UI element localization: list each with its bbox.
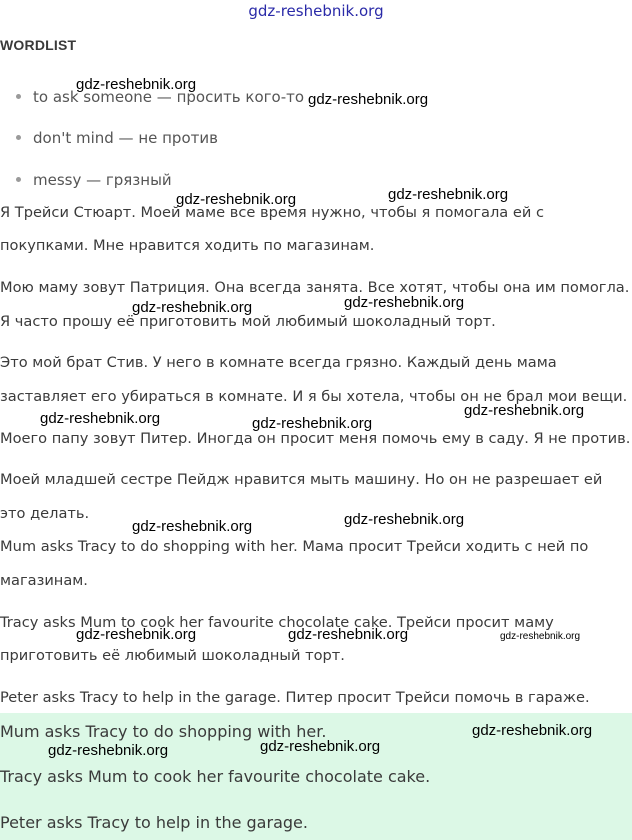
answer-line: Peter asks Tracy to help in the garage. [0,813,308,832]
text-line: Я часто прошу её приготовить мой любимый шоколадный торт. [0,313,496,330]
watermark-text: gdz-reshebnik.org [344,511,465,528]
wordlist-item [16,129,218,147]
text-line: Моей младшей сестре Пейдж нравится мыть машину. Но он не разрешает ей [0,471,603,488]
watermark-text: gdz-reshebnik.org [132,518,253,535]
answer-line: Tracy asks Mum to cook her favourite chocolate cake. [0,767,431,786]
watermark-text: gdz-reshebnik.org [252,415,373,432]
bullet-icon [16,94,21,99]
text-line: Мою маму зовут Патриция. Она всегда занята. Все хотят, чтобы она им помогла. [0,279,630,296]
watermark-text: gdz-reshebnik.org [132,299,253,316]
watermark-text: gdz-reshebnik.org [48,742,169,759]
watermark-text: gdz-reshebnik.org [472,722,593,739]
text-line: магазинам. [0,572,88,589]
watermark-text: gdz-reshebnik.org [288,626,409,643]
bullet-icon [16,177,21,182]
watermark-text: gdz-reshebnik.org [260,738,381,755]
text-line: Это мой брат Стив. У него в комнате всегда грязно. Каждый день мама [0,354,557,371]
wordlist-item [16,171,172,189]
text-line: Tracy asks Mum to cook her favourite chocolate cake. Трейси просит маму [0,614,554,631]
text-line: заставляет его убираться в комнате. И я бы хотела, чтобы он не брал мои вещи. [0,388,628,405]
text-line: Я Трейси Стюарт. Моей маме все время нужно, чтобы я помогала ей с [0,204,545,221]
watermark-text: gdz-reshebnik.org [76,626,197,643]
watermark-text: gdz-reshebnik.org [176,191,297,208]
watermark-text: gdz-reshebnik.org [464,402,585,419]
text-line: приготовить её любимый шоколадный торт. [0,647,345,664]
answer-line: Mum asks Tracy to do shopping with her. [0,722,327,741]
watermark-text: gdz-reshebnik.org [308,91,429,108]
watermark-text: gdz-reshebnik.org [40,410,161,427]
watermark-text: gdz-reshebnik.org [76,76,197,93]
watermark-text: gdz-reshebnik.org [388,186,509,203]
watermark-text: gdz-reshebnik.org [344,294,465,311]
wordlist-item-text: messy — грязный [33,171,172,189]
site-header-watermark[interactable]: gdz-reshebnik.org [248,2,384,20]
text-line: это делать. [0,505,90,522]
text-line: Mum asks Tracy to do shopping with her. Мама просит Трейси ходить с ней по [0,538,589,555]
wordlist-item-text: to ask someone — просить кого-то [33,88,305,106]
text-line: покупками. Мне нравится ходить по магазинам. [0,237,375,254]
wordlist-heading: WORDLIST [0,37,77,53]
watermark-text: gdz-reshebnik.org [500,631,581,642]
wordlist-item-text: don't mind — не против [33,129,218,147]
text-line: Моего папу зовут Питер. Иногда он просит меня помочь ему в саду. Я не против. [0,430,631,447]
text-line: Peter asks Tracy to help in the garage. Питер просит Трейси помочь в гараже. [0,689,590,706]
bullet-icon [16,135,21,140]
